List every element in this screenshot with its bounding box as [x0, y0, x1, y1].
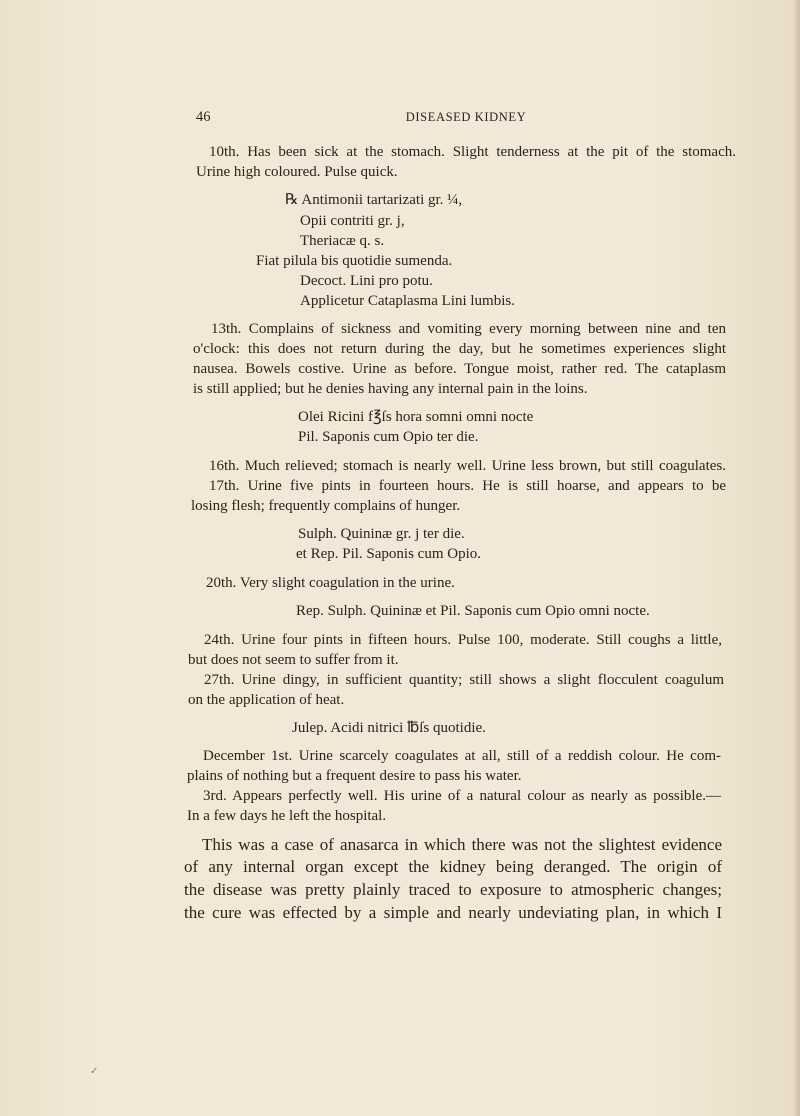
- text-line: 3rd. Appears perfectly well. His urine of a natural colour as nearly as possible.—: [203, 788, 721, 804]
- text-line: Urine high coloured. Pulse quick.: [196, 164, 398, 180]
- prescription-line: Applicetur Cataplasma Lini lumbis.: [300, 293, 515, 309]
- page-header: [196, 109, 736, 129]
- text-line: In a few days he left the hospital.: [187, 808, 387, 824]
- text-line: 24th. Urine four pints in fifteen hours. Pulse 100, moderate. Still coughs a little,: [204, 632, 722, 648]
- prescription-line: Decoct. Lini pro potu.: [300, 273, 433, 289]
- prescription-line: Olei Ricini f℥ſs hora somni omni nocte: [298, 409, 534, 425]
- prescription-line: Rep. Sulph. Quininæ et Pil. Saponis cum Opio omni nocte.: [296, 603, 650, 619]
- text-line: 20th. Very slight coagulation in the urine.: [206, 575, 455, 591]
- text-line: o'clock: this does not return during the day, but he sometimes experiences slight: [193, 341, 726, 357]
- text-line: 10th. Has been sick at the stomach. Slight tenderness at the pit of the stomach.: [209, 144, 736, 160]
- prescription-line: Theriacæ q. s.: [300, 233, 385, 249]
- text-line-large: This was a case of anasarca in which there was not the slightest evidence: [202, 835, 722, 854]
- text-line-large: the disease was pretty plainly traced to exposure to atmospheric changes;: [184, 880, 722, 899]
- text-line: but does not seem to suffer from it.: [188, 652, 399, 668]
- prescription-line: Opii contriti gr. j,: [300, 213, 405, 229]
- text-line: 16th. Much relieved; stomach is nearly well. Urine less brown, but still coagulates.: [209, 458, 726, 474]
- prescription-line: Julep. Acidi nitrici ℔ſs quotidie.: [292, 720, 486, 736]
- text-line: December 1st. Urine scarcely coagulates at all, still of a reddish colour. He com-: [203, 748, 721, 764]
- text-line: is still applied; but he denies having any internal pain in the loins.: [193, 381, 588, 397]
- text-line: losing flesh; frequently complains of hunger.: [191, 498, 461, 514]
- text-line-large: the cure was effected by a simple and nearly undeviating plan, in which I: [184, 903, 722, 922]
- text-line: on the application of heat.: [188, 692, 345, 708]
- text-line-large: of any internal organ except the kidney being deranged. The origin of: [184, 857, 722, 876]
- running-head: DISEASED KIDNEY: [405, 110, 527, 124]
- text-line: 27th. Urine dingy, in sufficient quantity; still shows a slight flocculent coagulum: [204, 672, 724, 688]
- page-edge-shadow: [792, 0, 800, 1116]
- prescription-line: Pil. Saponis cum Opio ter die.: [298, 429, 479, 445]
- text-line: nausea. Bowels costive. Urine as before. Tongue moist, rather red. The cataplasm: [193, 361, 726, 377]
- prescription-line: Fiat pilula bis quotidie sumenda.: [256, 253, 453, 269]
- page-number: 46: [196, 109, 211, 125]
- prescription-line: ℞ Antimonii tartarizati gr. ¼,: [285, 192, 463, 208]
- prescription-line: et Rep. Pil. Saponis cum Opio.: [296, 546, 481, 562]
- pencil-mark: ✓: [90, 1066, 99, 1077]
- text-line: plains of nothing but a frequent desire to pass his water.: [187, 768, 522, 784]
- text-line: 17th. Urine five pints in fourteen hours. He is still hoarse, and appears to be: [209, 478, 726, 494]
- prescription-line: Sulph. Quininæ gr. j ter die.: [298, 526, 465, 542]
- text-line: 13th. Complains of sickness and vomiting every morning between nine and ten: [211, 321, 726, 337]
